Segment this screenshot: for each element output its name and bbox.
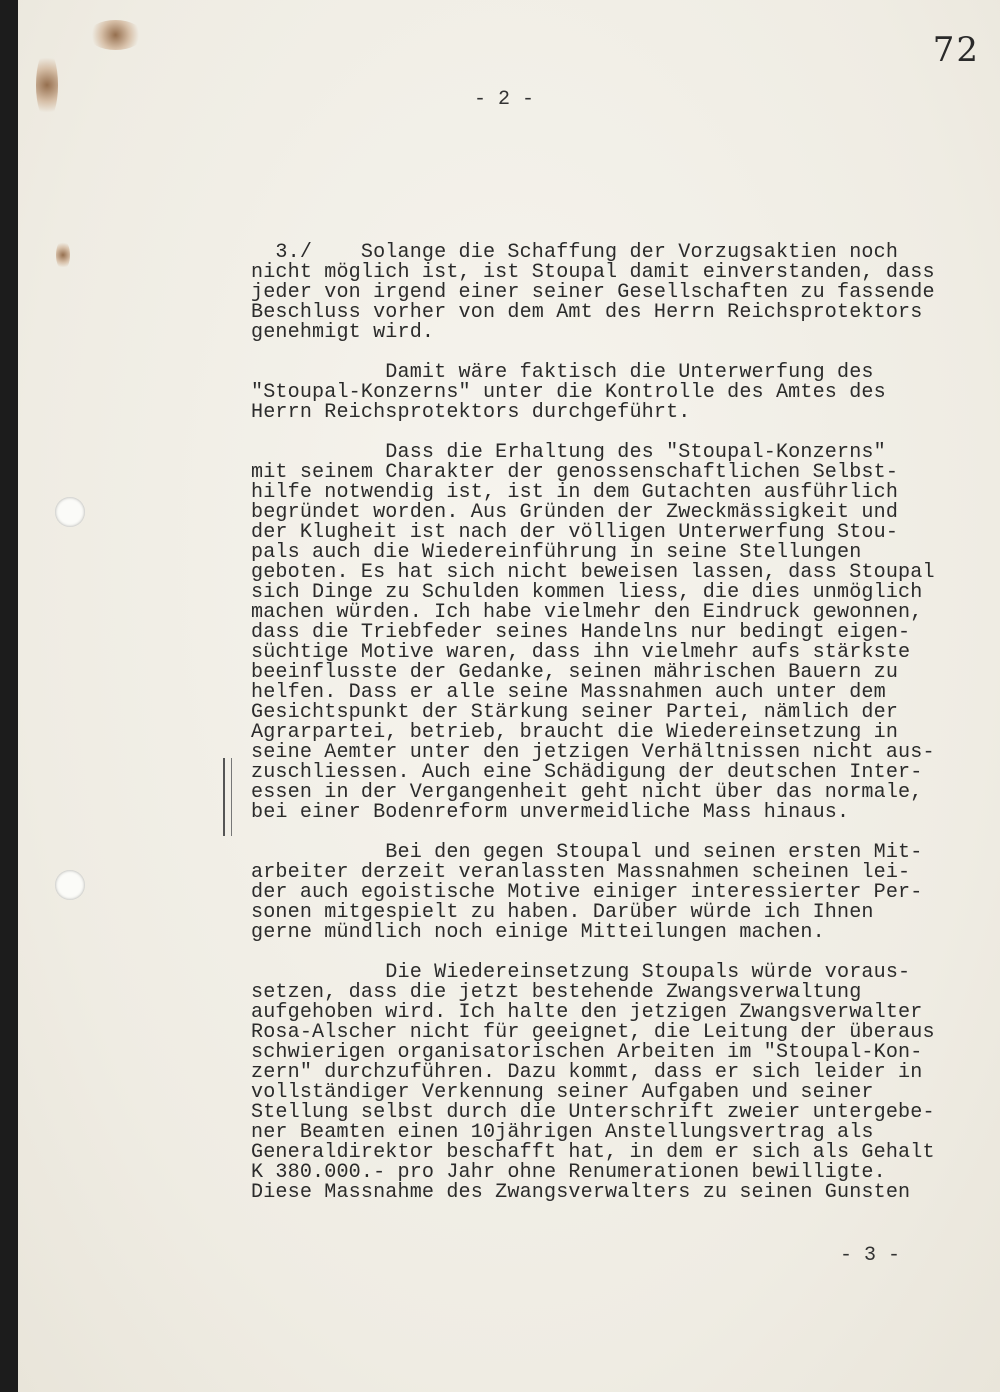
text-line: süchtige Motive waren, dass ihn vielmehr aufs stärkste	[251, 641, 911, 664]
text-line: Gesichtspunkt der Stärkung seiner Partei, nämlich der	[251, 701, 899, 724]
text-line: Bei den gegen Stoupal und seinen ersten Mit-	[251, 841, 923, 864]
document-page	[18, 0, 1000, 1392]
text-line: der auch egoistische Motive einiger interessierter Per-	[251, 881, 923, 904]
text-line: "Stoupal-Konzerns" unter die Kontrolle des Amtes des	[251, 381, 886, 404]
text-line: pals auch die Wiedereinführung in seine Stellungen	[251, 541, 862, 564]
text-line: begründet worden. Aus Gründen der Zweckmässigkeit und	[251, 501, 899, 524]
punch-hole-upper	[55, 497, 85, 527]
text-line: Damit wäre faktisch die Unterwerfung des	[251, 361, 874, 384]
text-line: der Klugheit ist nach der völligen Unterwerfung Stou-	[251, 521, 899, 544]
text-line: nicht möglich ist, ist Stoupal damit einverstanden, dass	[251, 261, 935, 284]
text-line: machen würden. Ich habe vielmehr den Eindruck gewonnen,	[251, 601, 923, 624]
text-line: Diese Massnahme des Zwangsverwalters zu seinen Gunsten	[251, 1181, 911, 1204]
text-line: bei einer Bodenreform unvermeidliche Mass hinaus.	[251, 801, 850, 824]
text-line: jeder von irgend einer seiner Gesellschaften zu fassende	[251, 281, 935, 304]
text-line: Beschluss vorher von dem Amt des Herrn Reichsprotektors	[251, 301, 923, 324]
rust-stain	[88, 20, 143, 50]
text-line: geboten. Es hat sich nicht beweisen lassen, dass Stoupal	[251, 561, 935, 584]
paragraph-gap	[251, 823, 971, 843]
text-line: 3./ Solange die Schaffung der Vorzugsaktien noch	[251, 241, 899, 264]
punch-hole-lower	[55, 870, 85, 900]
text-line: Generaldirektor beschafft hat, in dem er sich als Gehalt	[251, 1141, 935, 1164]
text-line: hilfe notwendig ist, ist in dem Gutachten ausführlich	[251, 481, 899, 504]
paragraph-gap	[251, 343, 971, 363]
text-line: zern" durchzuführen. Dazu kommt, dass er sich leider in	[251, 1061, 923, 1084]
text-line: ner Beamten einen 10jährigen Anstellungsvertrag als	[251, 1121, 874, 1144]
paragraph-gap	[251, 943, 971, 963]
rust-stain	[36, 50, 58, 120]
text-line: Die Wiedereinsetzung Stoupals würde voraus-	[251, 961, 911, 984]
text-line: setzen, dass die jetzt bestehende Zwangsverwaltung	[251, 981, 862, 1004]
text-line: zuschliessen. Auch eine Schädigung der deutschen Inter-	[251, 761, 923, 784]
text-line: dass die Triebfeder seines Handelns nur bedingt eigen-	[251, 621, 911, 644]
text-line: schwierigen organisatorischen Arbeiten im "Stoupal-Kon-	[251, 1041, 923, 1064]
rust-stain	[56, 240, 70, 270]
page-number: - 2 -	[474, 88, 535, 111]
text-line: helfen. Dass er alle seine Massnahmen auch unter dem	[251, 681, 886, 704]
paragraph-gap	[251, 423, 971, 443]
text-line: vollständiger Verkennung seiner Aufgaben und seiner	[251, 1081, 874, 1104]
text-line: gerne mündlich noch einige Mitteilungen machen.	[251, 921, 825, 944]
text-line: Stellung selbst durch die Unterschrift zweier untergebe-	[251, 1101, 935, 1124]
text-line: beeinflusste der Gedanke, seinen mährischen Bauern zu	[251, 661, 899, 684]
text-line: Herrn Reichsprotektors durchgeführt.	[251, 401, 691, 424]
text-line: arbeiter derzeit veranlassten Massnahmen scheinen lei-	[251, 861, 911, 884]
text-line: genehmigt wird.	[251, 321, 435, 344]
text-line: Rosa-Alscher nicht für geeignet, die Leitung der überaus	[251, 1021, 935, 1044]
text-line: Agrarpartei, betrieb, braucht die Wiedereinsetzung in	[251, 721, 899, 744]
text-line: sonen mitgespielt zu haben. Darüber würde ich Ihnen	[251, 901, 874, 924]
margin-mark	[223, 758, 232, 836]
typed-letter-body	[251, 243, 971, 1203]
text-line: sich Dinge zu Schulden kommen liess, die dies unmöglich	[251, 581, 923, 604]
text-line: Dass die Erhaltung des "Stoupal-Konzerns"	[251, 441, 886, 464]
next-page-number: - 3 -	[840, 1244, 901, 1267]
text-line: seine Aemter unter den jetzigen Verhältnissen nicht aus-	[251, 741, 935, 764]
text-line: K 380.000.- pro Jahr ohne Renumerationen bewilligte.	[251, 1161, 886, 1184]
text-line: essen in der Vergangenheit geht nicht über das normale,	[251, 781, 923, 804]
text-line: mit seinem Charakter der genossenschaftlichen Selbst-	[251, 461, 899, 484]
text-line: aufgehoben wird. Ich halte den jetzigen Zwangsverwalter	[251, 1001, 923, 1024]
folio-number: 72	[932, 30, 980, 70]
